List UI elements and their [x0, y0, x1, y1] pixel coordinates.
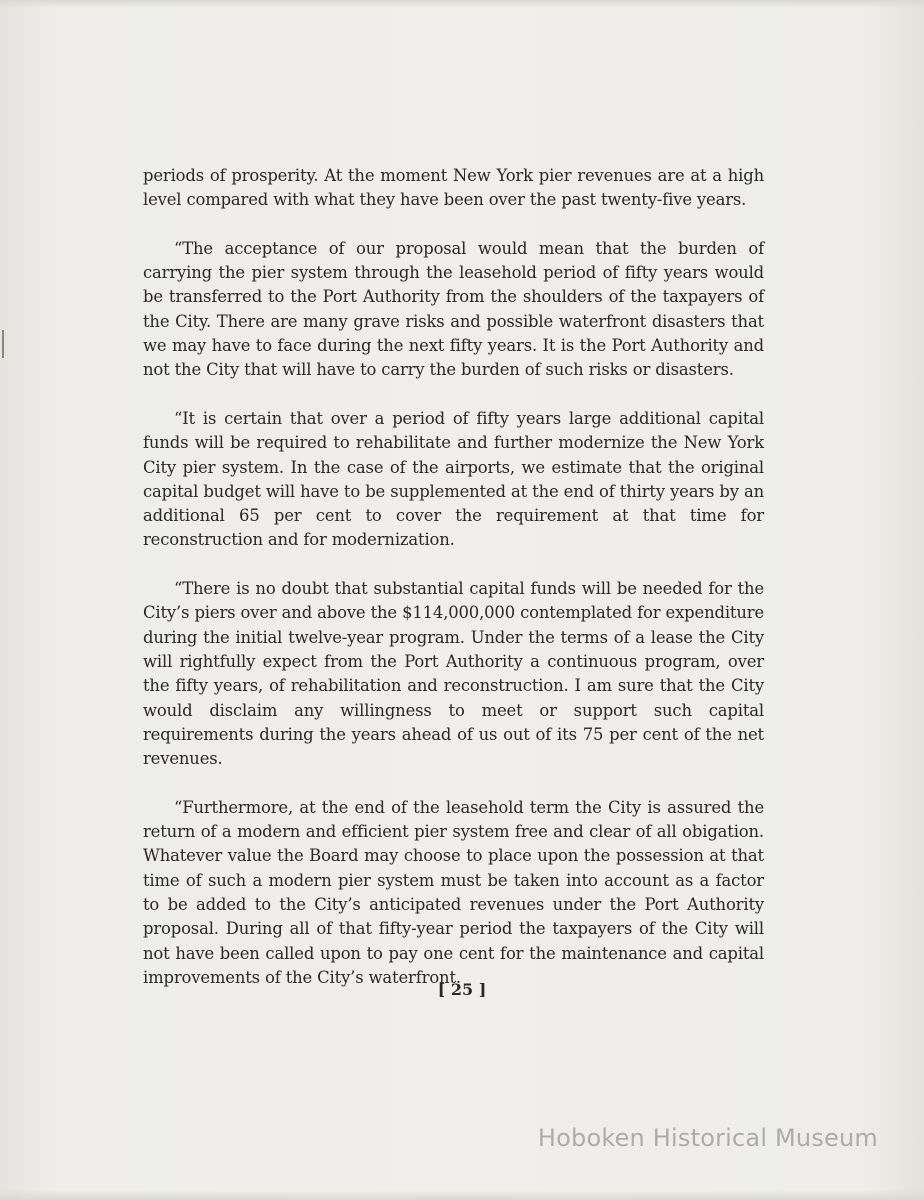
paragraph-leasehold-return: “Furthermore, at the end of the leasehold term the City is assured the return of a modern and efficient pier system free and clear of all obigation. Whatever value the Board may choose to place upon the possession at that time of such a modern pier system must be taken into account as a factor to be added to the City’s anticipated revenues under the Port Authority proposal. During all of that fifty-year period the taxpayers of the City will not have been called upon to pay one cent for the maintenance and capital improvements of the City’s waterfront.	[143, 797, 764, 987]
paragraph-continuation: periods of prosperity. At the moment New York pier revenues are at a high level compared with what they have been over the past twenty-five years.	[143, 166, 764, 210]
museum-watermark: Hoboken Historical Museum	[537, 1124, 878, 1152]
body-text	[143, 164, 764, 1014]
margin-mark	[2, 330, 4, 358]
page-edge-bottom	[0, 1190, 924, 1200]
page-number: [ 25 ]	[437, 980, 487, 999]
paragraph-proposal-burden: “The acceptance of our proposal would mean that the burden of carrying the pier system through the leasehold period of fifty years would be transferred to the Port Authority from the shoulders of the taxpayers of the City. There are many grave risks and possible waterfront disasters that we may have to face during the next fifty years. It is the Port Authority and not the City that will have to carry the burden of such risks or disasters.	[143, 238, 764, 380]
paragraph-city-piers: “There is no doubt that substantial capital funds will be needed for the City’s piers over and above the $114,000,000 contemplated for expenditure during the initial twelve-year program. Under the terms of a lease the City will rightfully expect from the Port Authority a continuous program, over the fifty years, of rehabilitation and reconstruction. I am sure that the City would disclaim any willingness to meet or support such capital requirements during the years ahead of us out of its 75 per cent of the net revenues.	[143, 579, 764, 769]
page-edge-top	[0, 0, 924, 8]
paragraph-capital-funds: “It is certain that over a period of fifty years large additional capital funds will be required to rehabilitate and further modernize the New York City pier system. In the case of the airports, we estimate that the original capital budget will have to be supplemented at the end of thirty years by an additional 65 per cent to cover the requirement at that time for reconstruction and for modernization.	[143, 408, 764, 550]
